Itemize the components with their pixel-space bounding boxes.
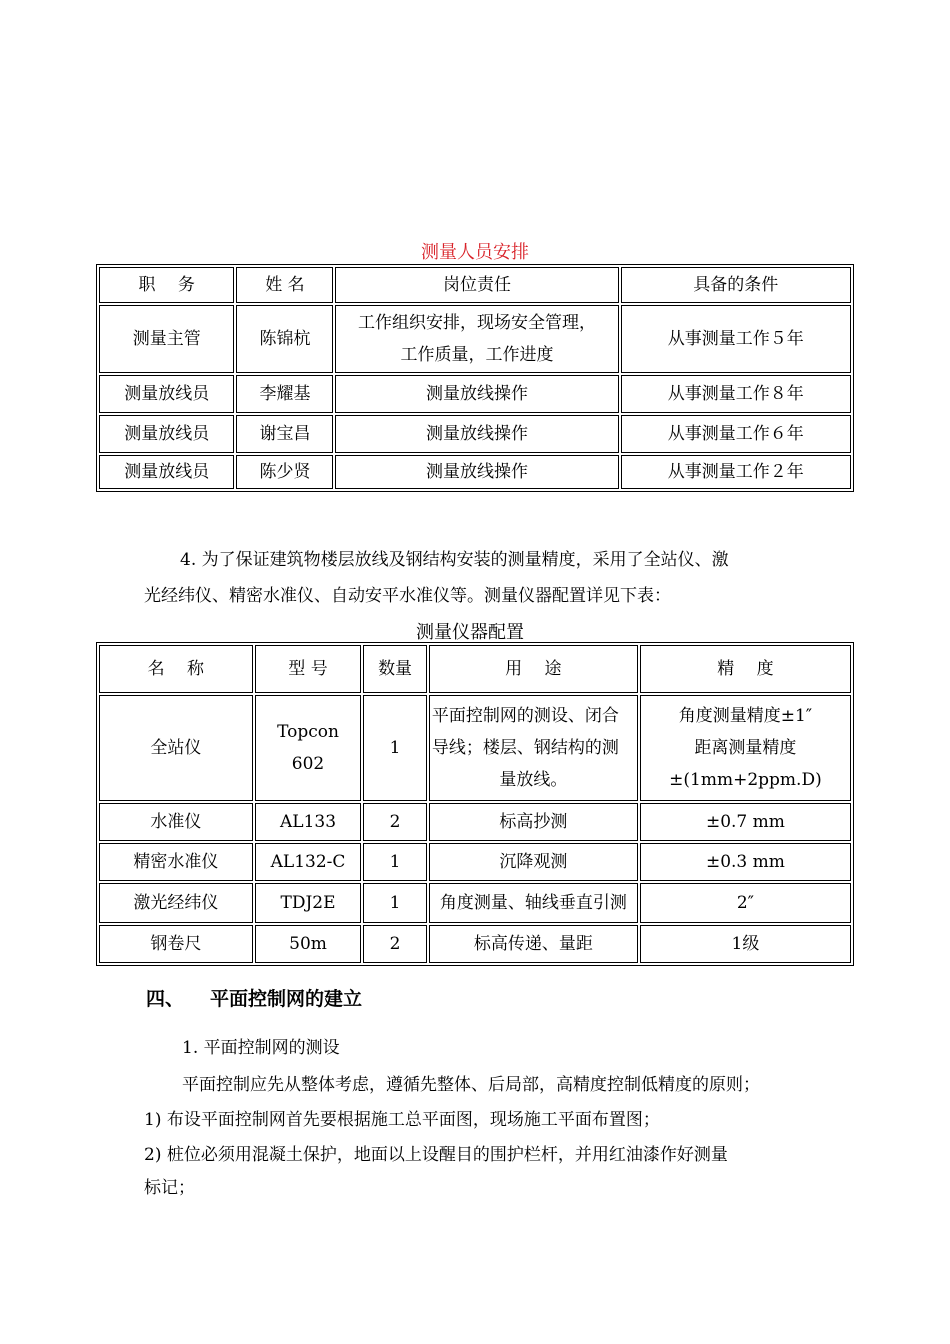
table-row: [99, 415, 851, 453]
table-row: [99, 843, 851, 881]
staff-role: 测量放线员: [99, 455, 234, 489]
instrument-model: TDJ2E: [255, 883, 362, 923]
instrument-qty: 1: [363, 843, 427, 881]
instrument-header-name: 名 称: [99, 645, 253, 693]
staff-header-duty: 岗位责任: [335, 267, 618, 303]
table-row: [99, 375, 851, 413]
list-item-2-line-1: 2) 桩位必须用混凝土保护，地面以上设醒目的围护栏杆，并用红油漆作好测量: [144, 1145, 728, 1165]
subsection-title: 1. 平面控制网的测设: [182, 1038, 340, 1058]
instrument-precision: 1级: [640, 925, 851, 963]
staff-table: [96, 264, 854, 492]
instrument-use: [429, 695, 638, 801]
instrument-precision-line: ±(1mm+2ppm.D): [669, 770, 822, 790]
staff-duty-line: 工作组织安排，现场安全管理，: [357, 313, 596, 333]
instrument-name: 钢卷尺: [99, 925, 253, 963]
instrument-precision: ±0.3 mm: [640, 843, 851, 881]
instrument-precision-line: 距离测量精度: [694, 738, 797, 758]
staff-condition: 从事测量工作８年: [621, 375, 852, 413]
instrument-qty: 2: [363, 803, 427, 841]
instrument-header-qty: 数量: [363, 645, 427, 693]
staff-name: 李耀基: [236, 375, 333, 413]
instrument-model: AL132-C: [255, 843, 362, 881]
instrument-use-line: 导线；楼层、钢结构的测: [431, 738, 619, 758]
instrument-name: 全站仪: [99, 695, 253, 801]
instrument-use-line: 量放线。: [499, 770, 568, 790]
staff-header-role: 职 务: [99, 267, 234, 303]
table-row: [99, 883, 851, 923]
instrument-model: AL133: [255, 803, 362, 841]
table-row: [99, 305, 851, 373]
list-item-2-line-2: 标记；: [144, 1178, 195, 1198]
staff-header-name: 姓 名: [236, 267, 333, 303]
instrument-header-model: 型 号: [255, 645, 362, 693]
intro-line-1: 4. 为了保证建筑物楼层放线及钢结构安装的测量精度，采用了全站仪、激: [180, 550, 729, 570]
instrument-model: 50m: [255, 925, 362, 963]
instrument-use: 角度测量、轴线垂直引测: [429, 883, 638, 923]
instrument-precision: ±0.7 mm: [640, 803, 851, 841]
instrument-use: 标高抄测: [429, 803, 638, 841]
table-row: [99, 925, 851, 963]
paragraph-principle: 平面控制应先从整体考虑，遵循先整体、后局部，高精度控制低精度的原则；: [182, 1075, 760, 1095]
section-heading: 平面控制网的建立: [210, 988, 363, 1010]
table-row: [99, 695, 851, 801]
table-row: [99, 803, 851, 841]
instrument-precision-line: 角度测量精度±1″: [678, 706, 813, 726]
instrument-use: 标高传递、量距: [429, 925, 638, 963]
staff-condition: 从事测量工作６年: [621, 415, 852, 453]
staff-duty-line: 工作质量，工作进度: [400, 345, 554, 365]
instrument-qty: 1: [363, 695, 427, 801]
instrument-header-use: 用 途: [429, 645, 638, 693]
staff-role: 测量放线员: [99, 375, 234, 413]
instrument-precision: [640, 695, 851, 801]
staff-condition: 从事测量工作５年: [621, 305, 852, 373]
staff-role: 测量主管: [99, 305, 234, 373]
staff-duty: 测量放线操作: [335, 375, 618, 413]
instrument-use-line: 平面控制网的测设、闭合: [431, 706, 619, 726]
staff-name: 陈少贤: [236, 455, 333, 489]
staff-duty: [335, 305, 618, 373]
instrument-name: 激光经纬仪: [99, 883, 253, 923]
instrument-name: 精密水准仪: [99, 843, 253, 881]
staff-name: 陈锦杭: [236, 305, 333, 373]
intro-line-2: 光经纬仪、精密水准仪、自动安平水准仪等。测量仪器配置详见下表：: [144, 586, 671, 606]
instrument-use: 沉降观测: [429, 843, 638, 881]
instrument-table: [96, 642, 854, 966]
instrument-table-header-row: [99, 645, 851, 693]
staff-role: 测量放线员: [99, 415, 234, 453]
staff-duty: 测量放线操作: [335, 415, 618, 453]
instrument-qty: 1: [363, 883, 427, 923]
staff-condition: 从事测量工作２年: [621, 455, 852, 489]
instrument-qty: 2: [363, 925, 427, 963]
table-row: [99, 455, 851, 489]
staff-header-condition: 具备的条件: [621, 267, 852, 303]
instrument-table-caption: 测量仪器配置: [416, 622, 524, 643]
instrument-header-precision: 精 度: [640, 645, 851, 693]
staff-table-caption: 测量人员安排: [421, 242, 529, 263]
section-heading-number: 四、: [146, 988, 185, 1010]
list-item-1: 1) 布设平面控制网首先要根据施工总平面图，现场施工平面布置图；: [144, 1110, 660, 1130]
instrument-precision: 2″: [640, 883, 851, 923]
instrument-name: 水准仪: [99, 803, 253, 841]
staff-duty: 测量放线操作: [335, 455, 618, 489]
instrument-model: Topcon 602: [255, 695, 362, 801]
staff-table-header-row: [99, 267, 851, 303]
staff-name: 谢宝昌: [236, 415, 333, 453]
